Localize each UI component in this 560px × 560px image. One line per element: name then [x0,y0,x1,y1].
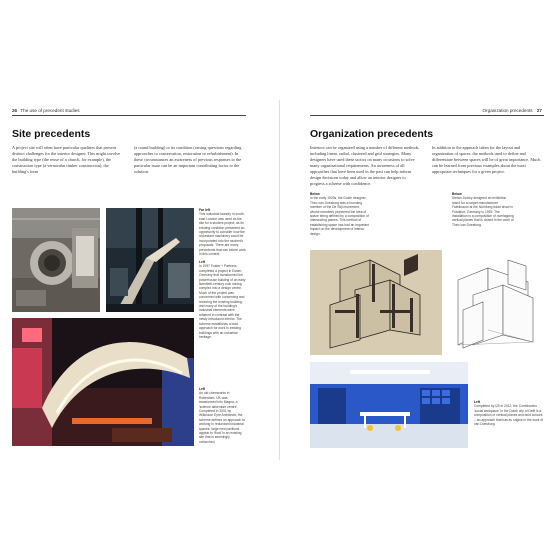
right-running-title: Organization precedents [482,108,533,113]
caption-below-2-label: Below [452,192,462,196]
caption-below-1-text: In the early 1920s, the Dutch designer Theo van Doesburg was a founding member of the De Stijl movement, whose members pioneered the idea of space being defined by a composition of intersecting planes. This method of establishing space has had an important impact on the development of interior design. [310,196,370,236]
magna-photo [12,318,194,446]
left-header-rule [12,115,246,116]
caption-below-1 [310,192,370,236]
caption-below-2 [452,192,514,227]
right-page-heading: Organization precedents [310,128,434,140]
left-page-number: 26 [12,108,18,113]
essen-design-centre-photo [106,208,194,312]
right-intro-col1: Interiors can be organized using a number of different methods, including linear, radial, clustered and grid strategies. Many designers have used these tactics on many occasions to solve many organizational requirements. An awareness of all approaches that have been used in the past can help inform design decisions today and allow an interior designer to progress a scheme with confidence. [310,145,420,186]
caption-right-left-text: Completed by i29 in 2012, the Combiworks 'social workplace' in the Dutch city of Delft is a composition of vertical planes and bold colours – an approach that has its origins in the work of van Doesburg. [474,404,544,427]
laundry-photo [12,208,100,312]
caption-far-left-text: This industrial laundry in south-east London was used as the site for a student project, as its existing condition presented an opportunity to consider how the redundant machinery could be incorporated into the student's proposals. There are many precedents that can inform work in this context. [199,212,246,257]
van-doesburg-drawing [310,250,442,355]
caption-left-2-label: Left [199,387,206,391]
caption-left [199,260,246,339]
caption-left-label: Left [199,260,206,264]
left-running-title: The use of precedent studies [20,108,80,113]
caption-far-left [199,208,246,256]
caption-below-1-label: Below [310,192,320,196]
book-spine [279,100,280,460]
left-page [12,100,246,460]
left-intro-col1: A project site will often have particular qualities that present distinct challenges for the interior designer. This might involve the building type (the reuse of a church, for example), the construction type (a vernacular timber construction), the building's form [12,145,121,174]
caption-below-2-text: Stefan Zwicky designed an exhibition stand for a carpet manufacturer Fabrikraum at the Nürnberg trade show in Frankfurt, Germany in 1993. The installation is a composition of overlapping vertical planes that is rooted in the work of Theo van Doesburg. [452,196,514,227]
right-running-head [483,108,544,113]
caption-right-left-label: Left [474,400,481,404]
left-page-heading: Site precedents [12,128,91,140]
caption-right-left [474,400,544,426]
caption-left-text: In 1997 Foster + Partners completed a project in Essen, Germany that transformed the powerhouse building of an early twentieth-century coal mining complex into a design centre. Much of the project was concerned with conserving and restoring the existing building, and many of the building's industrial elements were retained in contrast with the newly introduced interior. The scheme establishes a bold approach for work in existing buildings with an industrial heritage. [199,264,246,339]
left-running-head [12,108,80,113]
zwicky-exhibition-drawing [448,250,544,355]
caption-far-left-label: Far left [199,208,210,212]
combiworks-photo [310,362,468,448]
left-intro-col2: (a round building) or its condition (raising questions regarding approaches to conservation, restoration or refurbishment). In these circumstances an awareness of previous responses to the particular issue can be an important contributing factor to the solution. [134,145,242,174]
caption-left-2 [199,387,246,444]
right-intro-col2: In addition to the approach taken for the layout and organization of spaces, the methods used to define and differentiate between spaces will be of great importance. Much can be learned from previous examples about the most appropriate techniques for a given project. [432,145,541,174]
right-page [310,100,544,460]
caption-left-2-text: An old chemworks in Rotterdam, UK was transformed into Magna, a 'science adventure centre'. Completed in 2001 by Wilkinson Eyre Architects, the scheme defines an approach to working in redundant industrial spaces: large new pavilions appear to 'float' in an existing site that is seemingly untouched. [199,391,246,444]
right-page-number: 27 [536,108,542,113]
right-header-rule [310,115,544,116]
